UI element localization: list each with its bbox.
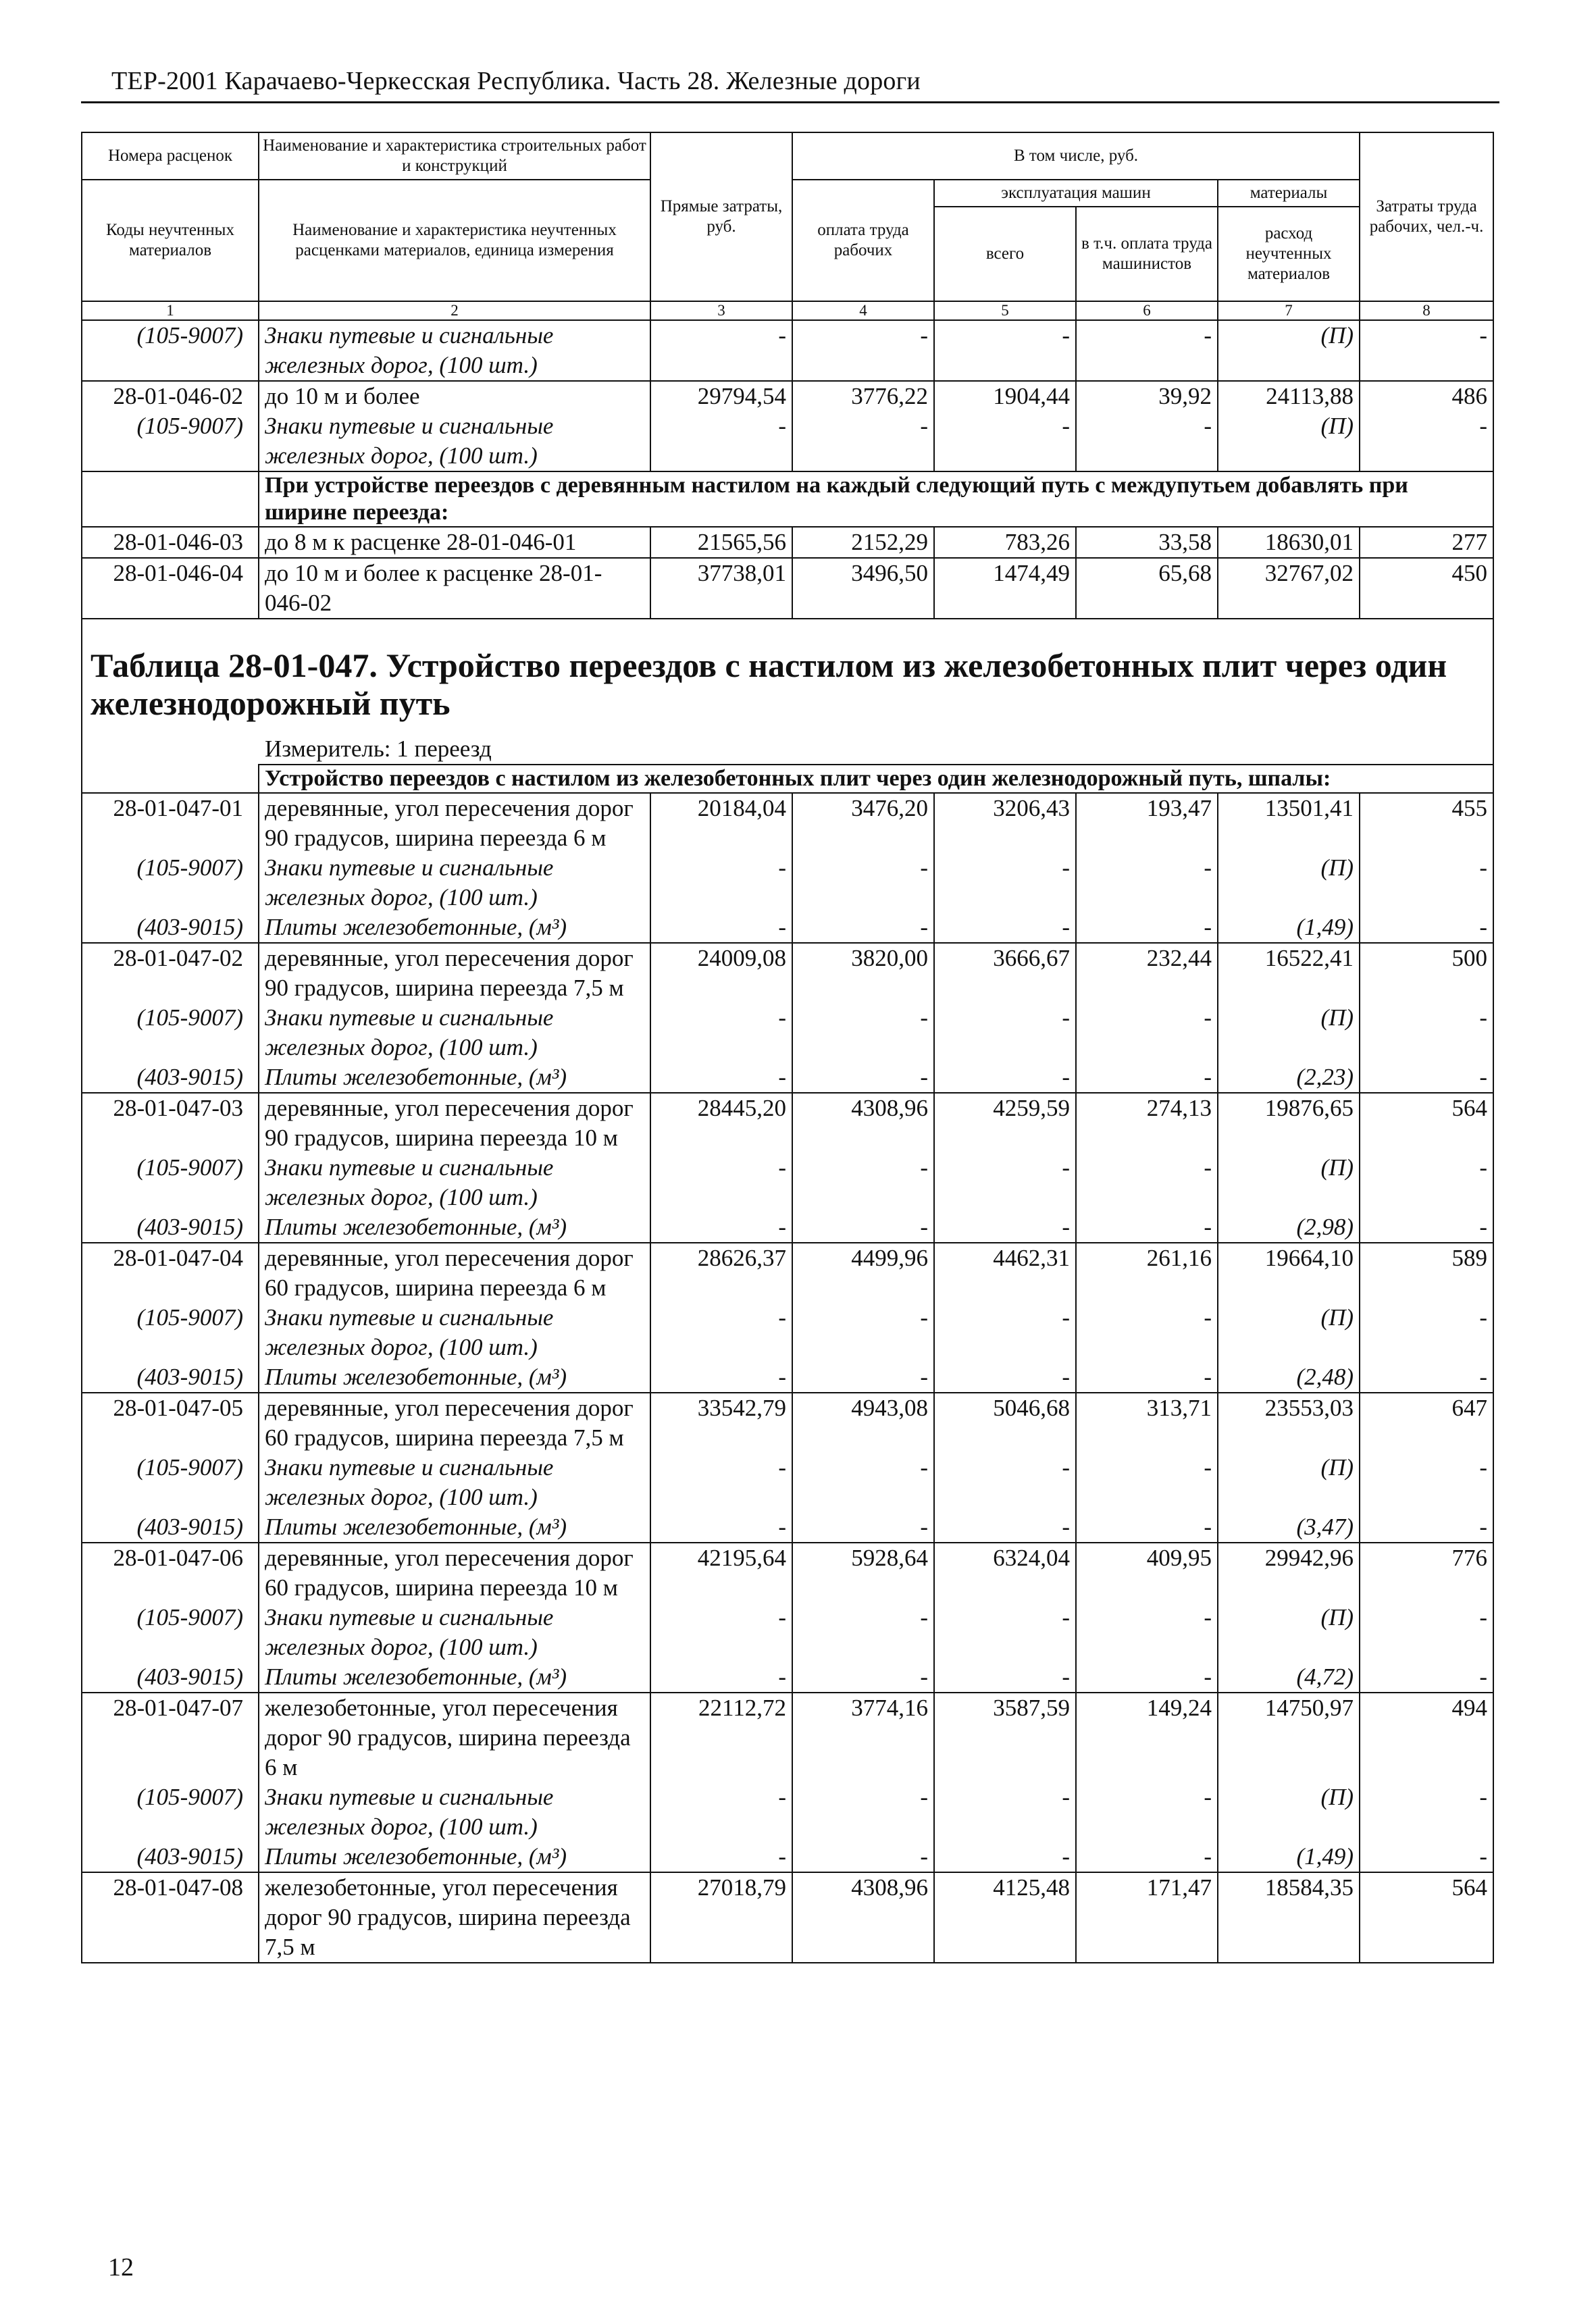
dash: -	[934, 1842, 1076, 1872]
dash: -	[1076, 1512, 1218, 1543]
machinist-pay: -	[1076, 411, 1218, 471]
material-consumption: (П)	[1218, 1003, 1360, 1062]
dash: -	[1360, 1003, 1493, 1062]
worker-pay: -	[792, 411, 934, 471]
table-row	[82, 411, 1493, 471]
section-heading: При устройстве переездов с деревянным настилом на каждый следующий путь с междупутьем добавлять при ширине переезда:	[259, 471, 1493, 527]
dash: -	[792, 1842, 934, 1872]
dash: -	[650, 912, 792, 943]
rate-code: 28-01-047-03	[82, 1093, 259, 1153]
machines-total: 783,26	[934, 527, 1076, 558]
machines-total: 6324,04	[934, 1543, 1076, 1603]
machines-total: -	[934, 320, 1076, 381]
labor-hours: -	[1360, 411, 1493, 471]
materials-value: 24113,88	[1218, 381, 1360, 411]
dash: -	[934, 853, 1076, 912]
dash: -	[1360, 1212, 1493, 1243]
plates-consumption: (2,98)	[1218, 1212, 1360, 1243]
dash: -	[792, 1362, 934, 1393]
table-row	[82, 765, 1493, 793]
dash: -	[792, 853, 934, 912]
dash: -	[1076, 1362, 1218, 1393]
dash: -	[1360, 1362, 1493, 1393]
dash: -	[792, 1212, 934, 1243]
materials-value: 18584,35	[1218, 1872, 1360, 1963]
dash: -	[1360, 1512, 1493, 1543]
dash: -	[1076, 853, 1218, 912]
dash: -	[934, 1303, 1076, 1362]
dash: -	[934, 1453, 1076, 1512]
material-code: (403-9015)	[82, 1662, 259, 1693]
machines-total: 1904,44	[934, 381, 1076, 411]
dash: -	[1076, 1303, 1218, 1362]
labor-hours: 647	[1360, 1393, 1493, 1453]
work-name: деревянные, угол пересечения дорог 60 градусов, ширина переезда 10 м	[259, 1543, 650, 1603]
labor-hours: 450	[1360, 558, 1493, 619]
table-row	[82, 1212, 1493, 1243]
table-row	[82, 1693, 1493, 1782]
dash: -	[1076, 1662, 1218, 1693]
work-name: деревянные, угол пересечения дорог 90 градусов, ширина переезда 6 м	[259, 793, 650, 853]
worker-pay: 2152,29	[792, 527, 934, 558]
measure-unit: Измеритель: 1 переезд	[265, 736, 492, 762]
work-name: железобетонные, угол пересечения дорог 90 градусов, ширина переезда 7,5 м	[259, 1872, 650, 1963]
material-code: (105-9007)	[82, 853, 259, 912]
dash: -	[792, 1153, 934, 1212]
work-name: Знаки путевые и сигнальные железных дорог, (100 шт.)	[259, 411, 650, 471]
machinist-pay: 39,92	[1076, 381, 1218, 411]
dash: -	[1360, 853, 1493, 912]
material-name: Плиты железобетонные, (м³)	[259, 1662, 650, 1693]
materials-value: 18630,01	[1218, 527, 1360, 558]
worker-pay: 4308,96	[792, 1093, 934, 1153]
dash: -	[934, 1603, 1076, 1662]
material-name: Плиты железобетонные, (м³)	[259, 912, 650, 943]
work-name: деревянные, угол пересечения дорог 90 градусов, ширина переезда 10 м	[259, 1093, 650, 1153]
page-number: 12	[108, 2253, 134, 2282]
worker-pay: 3776,22	[792, 381, 934, 411]
dash: -	[792, 1603, 934, 1662]
dash: -	[1076, 1603, 1218, 1662]
dash: -	[792, 1662, 934, 1693]
table-row	[82, 619, 1493, 765]
material-consumption: (П)	[1218, 1453, 1360, 1512]
machines-total: 1474,49	[934, 558, 1076, 619]
materials-value: (П)	[1218, 320, 1360, 381]
direct-costs: 22112,72	[650, 1693, 792, 1782]
col-work-name-header: Наименование и характеристика строительных работ и конструкций	[259, 132, 650, 180]
table-row	[82, 558, 1493, 619]
machinist-pay: 193,47	[1076, 793, 1218, 853]
col-number: 1	[82, 301, 259, 320]
machinist-pay: 232,44	[1076, 943, 1218, 1003]
worker-pay: 4308,96	[792, 1872, 934, 1963]
table-row	[82, 1842, 1493, 1872]
col-number: 5	[934, 301, 1076, 320]
material-name: Плиты железобетонные, (м³)	[259, 1062, 650, 1093]
material-consumption: (П)	[1218, 1603, 1360, 1662]
direct-costs: 28445,20	[650, 1093, 792, 1153]
dash: -	[1076, 1003, 1218, 1062]
material-code: (403-9015)	[82, 1842, 259, 1872]
table-row	[82, 943, 1493, 1003]
dash: -	[792, 1062, 934, 1093]
work-name: до 10 м и более	[259, 381, 650, 411]
dash: -	[792, 1303, 934, 1362]
col-rate-number-header: Номера расценок	[82, 132, 259, 180]
dash: -	[650, 1212, 792, 1243]
materials-value: 14750,97	[1218, 1693, 1360, 1782]
work-name: деревянные, угол пересечения дорог 90 градусов, ширина переезда 7,5 м	[259, 943, 650, 1003]
material-code: (105-9007)	[82, 1303, 259, 1362]
table-row	[82, 1543, 1493, 1603]
col-unaccounted-codes-header: Коды неучтенных материалов	[82, 180, 259, 301]
table-row	[82, 381, 1493, 411]
labor-hours: 564	[1360, 1872, 1493, 1963]
dash: -	[650, 1603, 792, 1662]
table-row	[82, 1393, 1493, 1453]
work-name: до 10 м и более к расценке 28-01-046-02	[259, 558, 650, 619]
machines-total: 3666,67	[934, 943, 1076, 1003]
rates-table	[81, 132, 1494, 1963]
dash: -	[1076, 1062, 1218, 1093]
dash: -	[650, 1153, 792, 1212]
plates-consumption: (1,49)	[1218, 912, 1360, 943]
dash: -	[650, 1782, 792, 1842]
labor-hours: 776	[1360, 1543, 1493, 1603]
dash: -	[934, 1153, 1076, 1212]
dash: -	[934, 1362, 1076, 1393]
plates-consumption: (4,72)	[1218, 1662, 1360, 1693]
table-row	[82, 1362, 1493, 1393]
table-row	[82, 1303, 1493, 1362]
col-number: 4	[792, 301, 934, 320]
table-title-block	[82, 619, 1493, 765]
material-code: (403-9015)	[82, 912, 259, 943]
table-row	[82, 471, 1493, 527]
dash: -	[1076, 1453, 1218, 1512]
table-row	[82, 1782, 1493, 1842]
dash: -	[1360, 1842, 1493, 1872]
dash: -	[1360, 1662, 1493, 1693]
dash: -	[934, 1782, 1076, 1842]
plates-consumption: (2,48)	[1218, 1362, 1360, 1393]
material-name: Плиты железобетонные, (м³)	[259, 1512, 650, 1543]
running-header: ТЕР-2001 Карачаево-Черкесская Республика. Часть 28. Железные дороги	[111, 67, 921, 95]
machines-total: 5046,68	[934, 1393, 1076, 1453]
col-machines-header: эксплуатация машин	[934, 180, 1218, 207]
rate-code: 28-01-047-06	[82, 1543, 259, 1603]
rate-code: 28-01-046-02	[82, 381, 259, 411]
table-row	[82, 1453, 1493, 1512]
table-row	[82, 320, 1493, 381]
machinist-pay: 149,24	[1076, 1693, 1218, 1782]
table-row	[82, 1603, 1493, 1662]
material-code: (403-9015)	[82, 1362, 259, 1393]
worker-pay: 4499,96	[792, 1243, 934, 1303]
material-code: (403-9015)	[82, 1212, 259, 1243]
work-name: железобетонные, угол пересечения дорог 90 градусов, ширина переезда 6 м	[259, 1693, 650, 1782]
rate-code: (105-9007)	[82, 411, 259, 471]
dash: -	[1360, 1453, 1493, 1512]
material-consumption: (П)	[1218, 1782, 1360, 1842]
materials-value: 19664,10	[1218, 1243, 1360, 1303]
labor-hours: 486	[1360, 381, 1493, 411]
dash: -	[650, 1453, 792, 1512]
worker-pay: 4943,08	[792, 1393, 934, 1453]
material-consumption: (П)	[1218, 1153, 1360, 1212]
col-direct-costs-header: Прямые затраты, руб.	[650, 132, 792, 301]
dash: -	[650, 1303, 792, 1362]
dash: -	[934, 1512, 1076, 1543]
dash: -	[792, 1782, 934, 1842]
dash: -	[650, 1842, 792, 1872]
col-materials-header: материалы	[1218, 180, 1360, 207]
work-name: деревянные, угол пересечения дорог 60 градусов, ширина переезда 6 м	[259, 1243, 650, 1303]
plates-consumption: (2,23)	[1218, 1062, 1360, 1093]
rate-code: 28-01-046-04	[82, 558, 259, 619]
machinist-pay: 313,71	[1076, 1393, 1218, 1453]
material-name: Знаки путевые и сигнальные железных дорог, (100 шт.)	[259, 1003, 650, 1062]
dash: -	[650, 1062, 792, 1093]
labor-hours: 589	[1360, 1243, 1493, 1303]
col-number: 2	[259, 301, 650, 320]
direct-costs: 42195,64	[650, 1543, 792, 1603]
dash: -	[650, 1512, 792, 1543]
table-row	[82, 793, 1493, 853]
materials-value: 16522,41	[1218, 943, 1360, 1003]
table-row	[82, 853, 1493, 912]
rate-code: 28-01-047-07	[82, 1693, 259, 1782]
direct-costs: 20184,04	[650, 793, 792, 853]
labor-hours: 494	[1360, 1693, 1493, 1782]
material-name: Плиты железобетонные, (м³)	[259, 1212, 650, 1243]
direct-costs: 24009,08	[650, 943, 792, 1003]
rate-code: 28-01-047-01	[82, 793, 259, 853]
materials-value: 19876,65	[1218, 1093, 1360, 1153]
material-name: Знаки путевые и сигнальные железных дорог, (100 шт.)	[259, 1453, 650, 1512]
table-row	[82, 1662, 1493, 1693]
table-row	[82, 1153, 1493, 1212]
labor-hours: 277	[1360, 527, 1493, 558]
dash: -	[650, 853, 792, 912]
material-name: Плиты железобетонные, (м³)	[259, 1362, 650, 1393]
dash: -	[792, 1453, 934, 1512]
materials-value: (П)	[1218, 411, 1360, 471]
machinist-pay: 171,47	[1076, 1872, 1218, 1963]
plates-consumption: (1,49)	[1218, 1842, 1360, 1872]
rate-code: 28-01-047-05	[82, 1393, 259, 1453]
table-row	[82, 1243, 1493, 1303]
col-machinist-pay-header: в т.ч. оплата труда машинистов	[1076, 207, 1218, 301]
machinist-pay: -	[1076, 320, 1218, 381]
material-name: Знаки путевые и сигнальные железных дорог, (100 шт.)	[259, 1153, 650, 1212]
dash: -	[792, 912, 934, 943]
material-name: Знаки путевые и сигнальные железных дорог, (100 шт.)	[259, 1303, 650, 1362]
header-rule	[81, 101, 1499, 103]
material-name: Знаки путевые и сигнальные железных дорог, (100 шт.)	[259, 1782, 650, 1842]
table-row	[82, 1093, 1493, 1153]
worker-pay: 5928,64	[792, 1543, 934, 1603]
rate-code: (105-9007)	[82, 320, 259, 381]
dash: -	[1360, 1062, 1493, 1093]
machines-total: 3206,43	[934, 793, 1076, 853]
col-number: 6	[1076, 301, 1218, 320]
table-row	[82, 1512, 1493, 1543]
machines-total: 3587,59	[934, 1693, 1076, 1782]
dash: -	[1360, 1782, 1493, 1842]
material-code: (105-9007)	[82, 1782, 259, 1842]
section-heading: Устройство переездов с настилом из железобетонных плит через один железнодорожный путь, шпалы:	[259, 765, 1493, 793]
work-name: Знаки путевые и сигнальные железных дорог, (100 шт.)	[259, 320, 650, 381]
direct-costs: -	[650, 320, 792, 381]
dash: -	[934, 1212, 1076, 1243]
rate-code: 28-01-047-02	[82, 943, 259, 1003]
dash: -	[934, 1662, 1076, 1693]
labor-hours: 500	[1360, 943, 1493, 1003]
material-name: Знаки путевые и сигнальные железных дорог, (100 шт.)	[259, 1603, 650, 1662]
rate-code: 28-01-046-03	[82, 527, 259, 558]
section-left-blank	[82, 765, 259, 793]
table-row	[82, 1003, 1493, 1062]
dash: -	[1360, 912, 1493, 943]
material-name: Знаки путевые и сигнальные железных дорог, (100 шт.)	[259, 853, 650, 912]
materials-value: 29942,96	[1218, 1543, 1360, 1603]
machinist-pay: 65,68	[1076, 558, 1218, 619]
dash: -	[1076, 1782, 1218, 1842]
materials-value: 23553,03	[1218, 1393, 1360, 1453]
machines-total: -	[934, 411, 1076, 471]
direct-costs: 21565,56	[650, 527, 792, 558]
col-machines-total-header: всего	[934, 207, 1076, 301]
col-material-consumption-header: расход неучтенных материалов	[1218, 207, 1360, 301]
material-code: (105-9007)	[82, 1003, 259, 1062]
rate-code: 28-01-047-08	[82, 1872, 259, 1963]
dash: -	[792, 1003, 934, 1062]
col-worker-pay-header: оплата труда рабочих	[792, 180, 934, 301]
dash: -	[1076, 1212, 1218, 1243]
worker-pay: 3820,00	[792, 943, 934, 1003]
material-code: (105-9007)	[82, 1453, 259, 1512]
machinist-pay: 409,95	[1076, 1543, 1218, 1603]
dash: -	[934, 1003, 1076, 1062]
table-row	[82, 912, 1493, 943]
machines-total: 4259,59	[934, 1093, 1076, 1153]
materials-value: 13501,41	[1218, 793, 1360, 853]
machines-total: 4462,31	[934, 1243, 1076, 1303]
dash: -	[934, 912, 1076, 943]
material-code: (403-9015)	[82, 1062, 259, 1093]
dash: -	[792, 1512, 934, 1543]
col-number: 3	[650, 301, 792, 320]
worker-pay: 3476,20	[792, 793, 934, 853]
worker-pay: -	[792, 320, 934, 381]
dash: -	[650, 1003, 792, 1062]
col-including-header: В том числе, руб.	[792, 132, 1360, 180]
plates-consumption: (3,47)	[1218, 1512, 1360, 1543]
dash: -	[1360, 1603, 1493, 1662]
table-row	[82, 1062, 1493, 1093]
dash: -	[1076, 1842, 1218, 1872]
work-name: до 8 м к расценке 28-01-046-01	[259, 527, 650, 558]
dash: -	[650, 1662, 792, 1693]
col-material-name-header: Наименование и характеристика неучтенных расценками материалов, единица измерения	[259, 180, 650, 301]
material-name: Плиты железобетонные, (м³)	[259, 1842, 650, 1872]
machinist-pay: 261,16	[1076, 1243, 1218, 1303]
dash: -	[1076, 912, 1218, 943]
direct-costs: -	[650, 411, 792, 471]
material-consumption: (П)	[1218, 1303, 1360, 1362]
rates-table-frame	[81, 132, 1493, 1963]
direct-costs: 28626,37	[650, 1243, 792, 1303]
labor-hours: 564	[1360, 1093, 1493, 1153]
direct-costs: 37738,01	[650, 558, 792, 619]
material-consumption: (П)	[1218, 853, 1360, 912]
materials-value: 32767,02	[1218, 558, 1360, 619]
col-number: 8	[1360, 301, 1493, 320]
dash: -	[1360, 1153, 1493, 1212]
material-code: (403-9015)	[82, 1512, 259, 1543]
dash: -	[1360, 1303, 1493, 1362]
material-code: (105-9007)	[82, 1153, 259, 1212]
material-code: (105-9007)	[82, 1603, 259, 1662]
direct-costs: 33542,79	[650, 1393, 792, 1453]
col-labor-hours-header: Затраты труда рабочих, чел.-ч.	[1360, 132, 1493, 301]
col-number: 7	[1218, 301, 1360, 320]
work-name: деревянные, угол пересечения дорог 60 градусов, ширина переезда 7,5 м	[259, 1393, 650, 1453]
direct-costs: 27018,79	[650, 1872, 792, 1963]
machinist-pay: 33,58	[1076, 527, 1218, 558]
rate-code: 28-01-047-04	[82, 1243, 259, 1303]
machines-total: 4125,48	[934, 1872, 1076, 1963]
direct-costs: 29794,54	[650, 381, 792, 411]
dash: -	[934, 1062, 1076, 1093]
section-left-blank	[82, 471, 259, 527]
worker-pay: 3774,16	[792, 1693, 934, 1782]
table-title: Таблица 28-01-047. Устройство переездов с настилом из железобетонных плит через один железнодорожный путь	[91, 646, 1447, 722]
table-row	[82, 527, 1493, 558]
dash: -	[650, 1362, 792, 1393]
machinist-pay: 274,13	[1076, 1093, 1218, 1153]
worker-pay: 3496,50	[792, 558, 934, 619]
table-row	[82, 1872, 1493, 1963]
labor-hours: 455	[1360, 793, 1493, 853]
dash: -	[1076, 1153, 1218, 1212]
labor-hours: -	[1360, 320, 1493, 381]
